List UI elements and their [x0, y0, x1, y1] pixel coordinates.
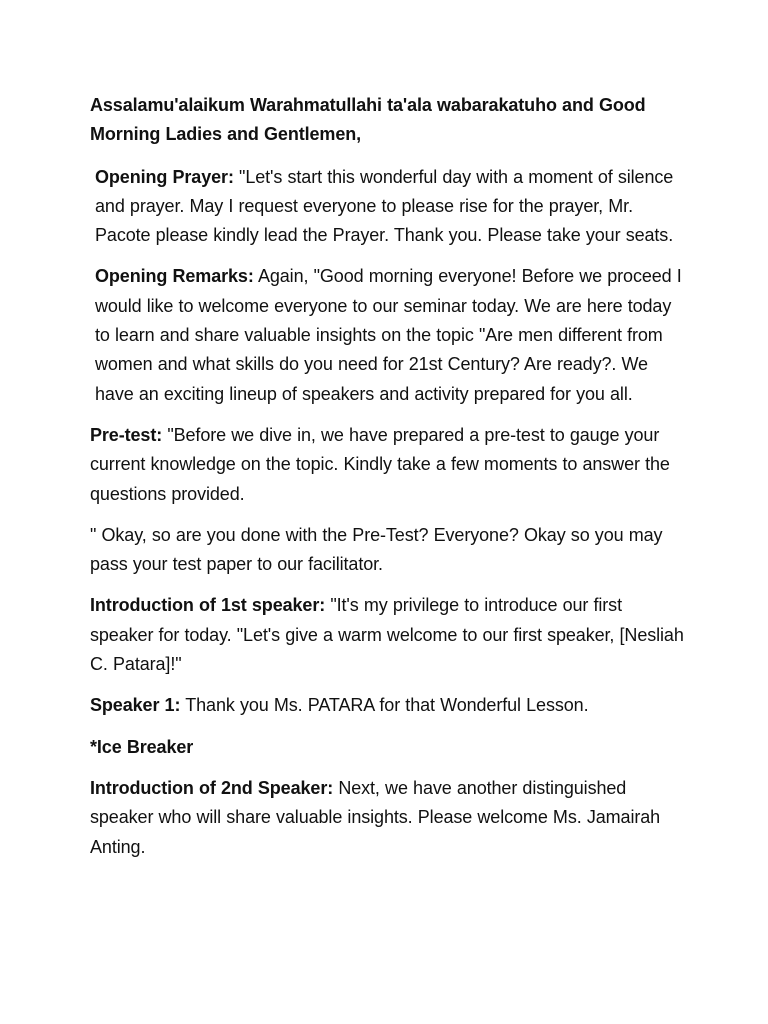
opening-remarks-paragraph: [90, 262, 690, 408]
pre-test-followup-paragraph: " Okay, so are you done with the Pre-Test? Everyone? Okay so you may pass your test paper to our facilitator.: [90, 524, 663, 575]
intro-second-speaker-paragraph: [90, 774, 690, 862]
intro-first-speaker-text: "It's my privilege to introduce our first speaker for today. "Let's give a warm welcome to our first speaker, [Nesliah C. Patara]!": [90, 595, 684, 675]
intro-second-speaker-text: Next, we have another distinguished speaker who will share valuable insights. Please welcome Ms. Jamairah Anting.: [90, 777, 661, 857]
opening-remarks-label: Opening Remarks:: [95, 266, 254, 287]
opening-prayer-text: "Let's start this wonderful day with a moment of silence and prayer. May I request everyone to please rise for the prayer, Mr. Pacote please kindly lead the Prayer. Thank you. Please take your seats.: [95, 166, 674, 246]
speaker-1-label: Speaker 1:: [90, 695, 181, 716]
pre-test-paragraph: [90, 421, 690, 509]
opening-remarks-text: Again, "Good morning everyone! Before we proceed I would like to welcome everyone to our seminar today. We are here today to learn and share valuable insights on the topic "Are men different from women and what skills do you need for 21st Century? Are ready?. We have an exciting lineup of speakers and activity prepared for you all.: [95, 266, 682, 404]
intro-first-speaker-paragraph: [90, 591, 690, 679]
speaker-1-paragraph: [90, 691, 690, 720]
opening-prayer-label: Opening Prayer:: [95, 166, 234, 187]
pre-test-label: Pre-test:: [90, 424, 163, 445]
opening-prayer-paragraph: [90, 163, 690, 251]
pre-test-text: "Before we dive in, we have prepared a pre-test to gauge your current knowledge on the topic. Kindly take a few moments to answer the questions provided.: [90, 424, 670, 504]
intro-first-speaker-label: Introduction of 1st speaker:: [90, 595, 326, 616]
greeting-paragraph: Assalamu'alaikum Warahmatullahi ta'ala wabarakatuho and Good Morning Ladies and Gentlemen,: [90, 95, 646, 145]
intro-second-speaker-label: Introduction of 2nd Speaker:: [90, 777, 334, 798]
ice-breaker-heading: *Ice Breaker: [90, 736, 194, 757]
speaker-1-text: Thank you Ms. PATARA for that Wonderful Lesson.: [180, 695, 589, 716]
